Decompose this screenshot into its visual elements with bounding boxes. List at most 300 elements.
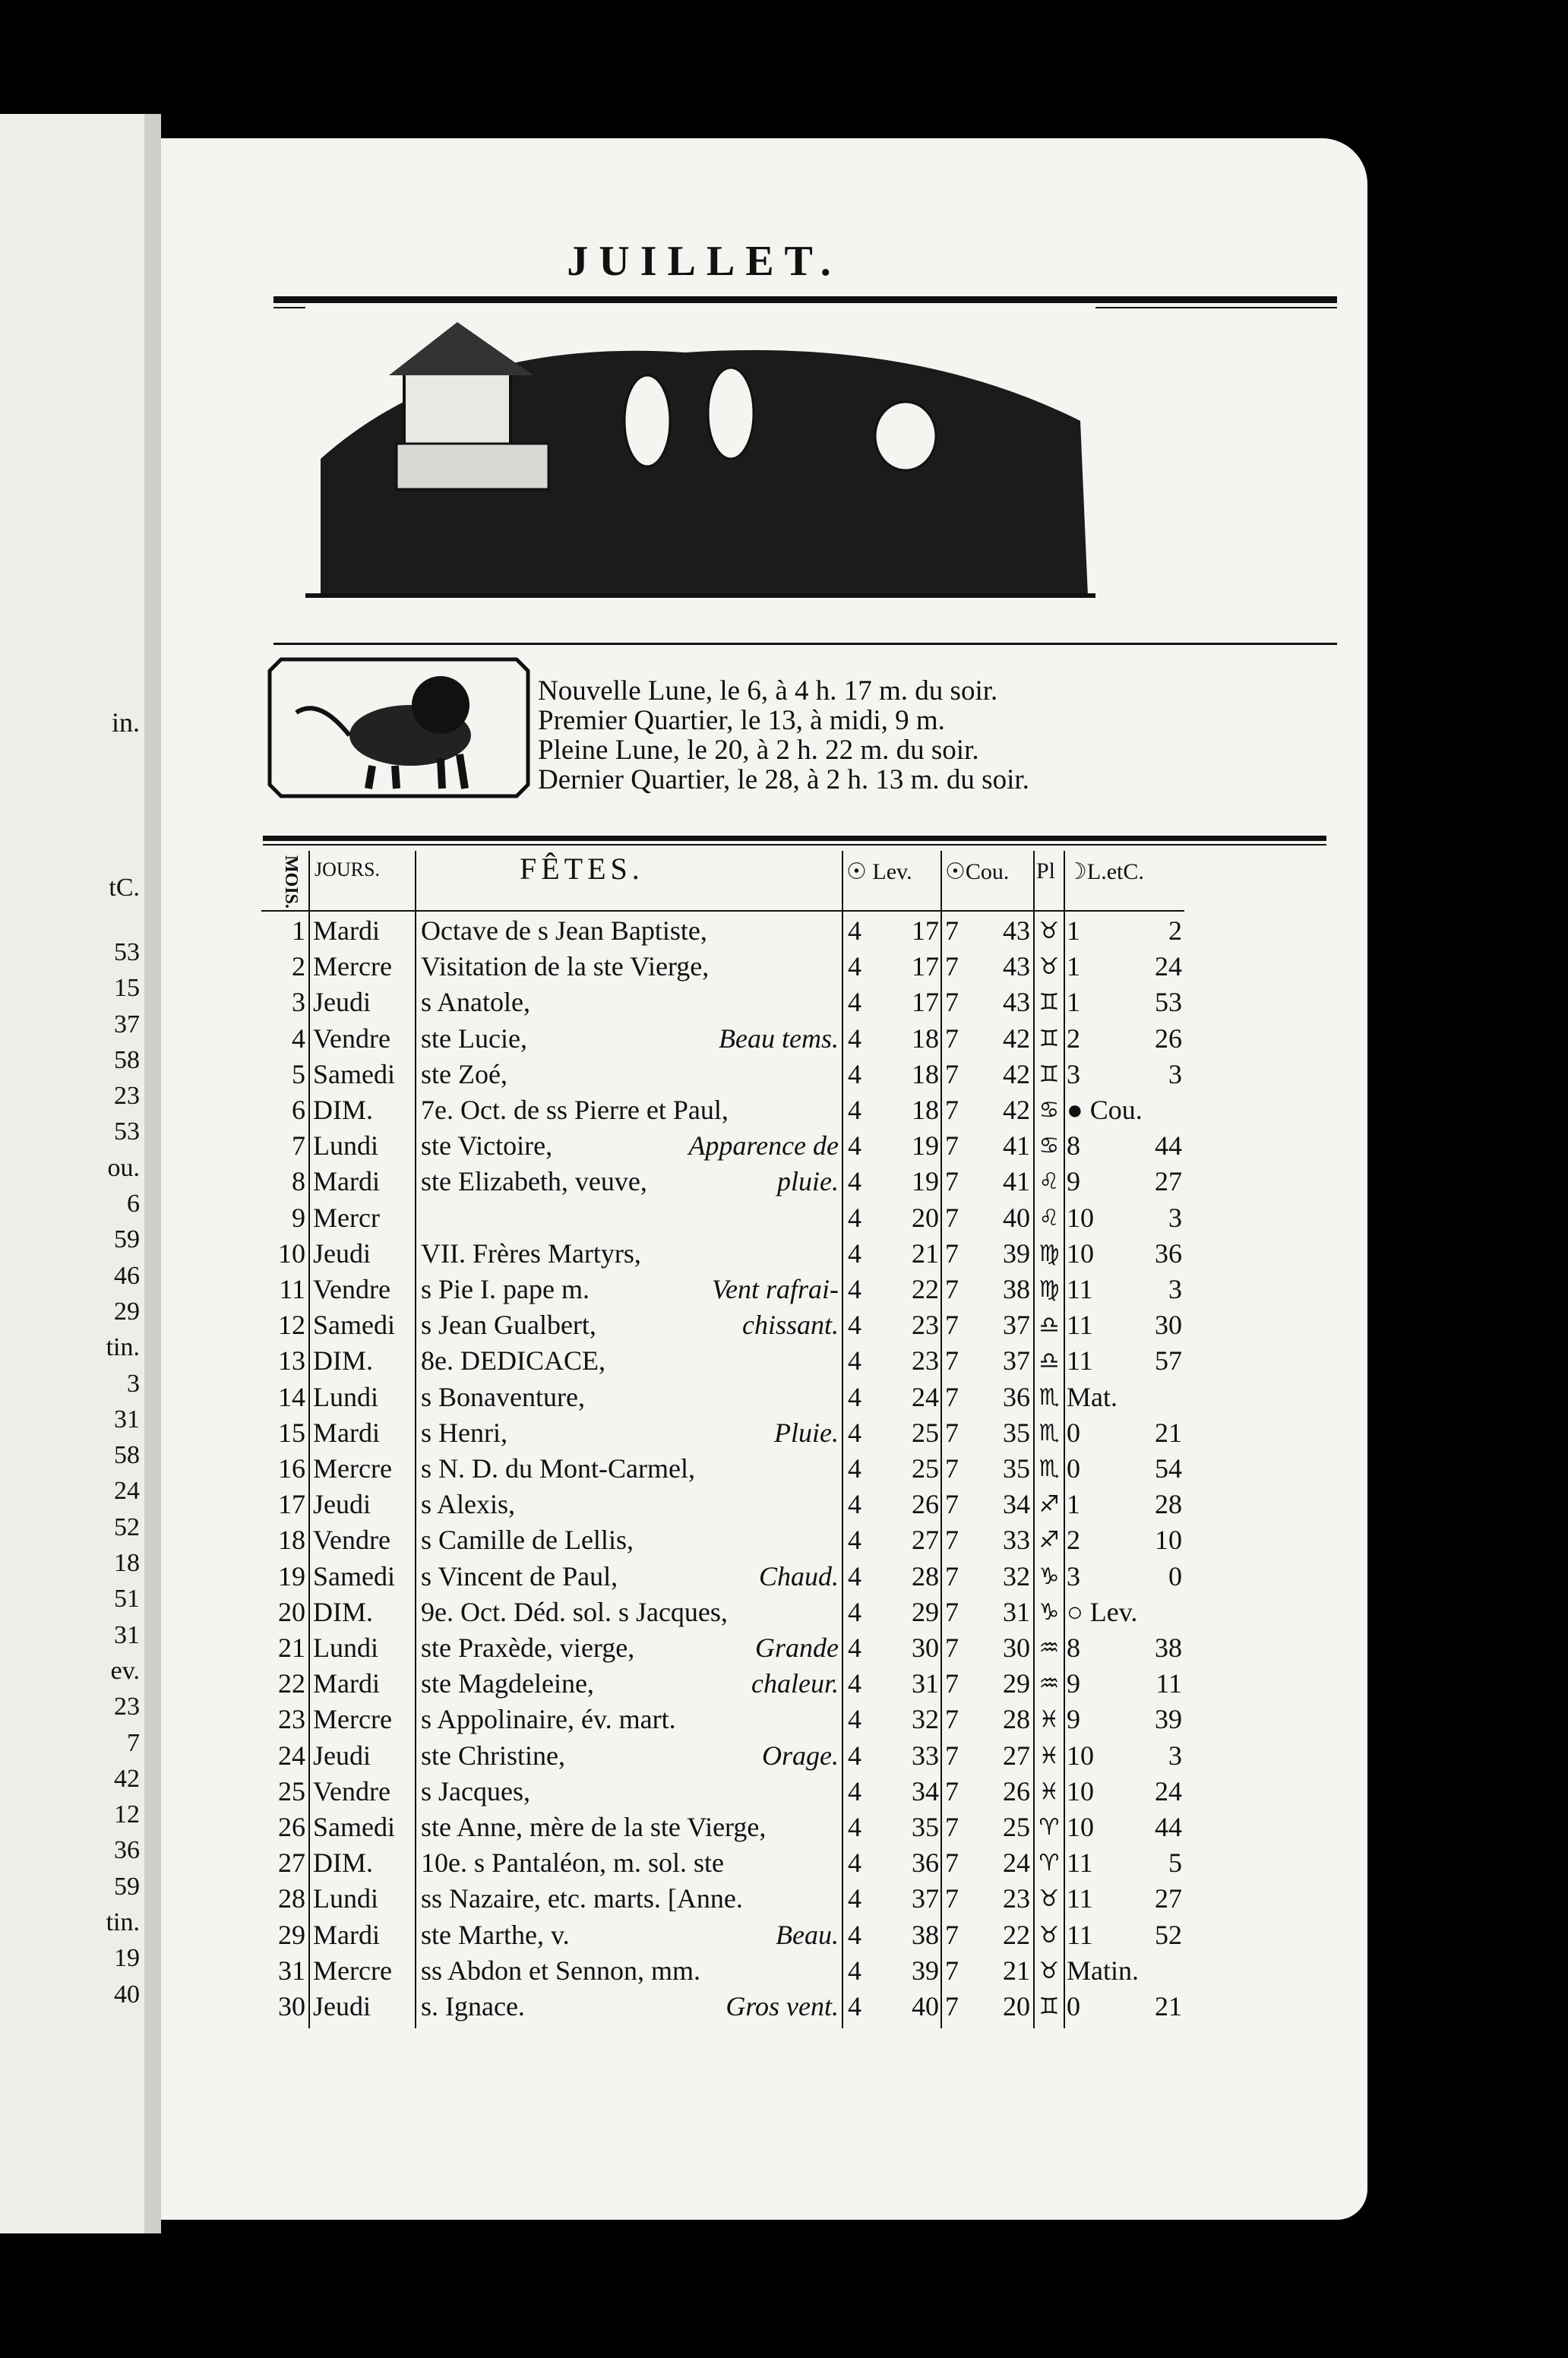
cell-ch: 7 [945,987,959,1018]
left-page-value: 7 [127,1728,140,1757]
cell-lm: 29 [912,1596,939,1627]
cell-n: 1 [292,915,305,946]
cell-lh: 4 [848,1381,861,1412]
cell-l1: 10 [1067,1237,1094,1269]
cell-ch: 7 [945,1237,959,1269]
cell-w: Apparence de [688,1130,839,1162]
table-row [261,1057,1184,1092]
cell-l1: 1 [1067,1489,1080,1520]
cell-lm: 22 [912,1274,939,1304]
cell-lm: 18 [912,1058,939,1089]
cell-day: Lundi [313,1381,378,1412]
cell-n: 19 [278,1560,305,1591]
header-lever: ☉ Lev. [846,859,912,884]
cell-day: Lundi [313,1633,378,1663]
cell-lm: 24 [912,1381,939,1412]
cell-l1: 0 [1067,1453,1080,1484]
cell-l1: 10 [1067,1775,1094,1806]
cell-lh: 4 [848,1058,861,1089]
table-row [261,1415,1184,1451]
cell-ch: 7 [945,1991,959,2021]
left-page-value: 24 [114,1477,140,1506]
table-row [261,1774,1184,1810]
left-page-value: 53 [114,1117,140,1146]
header-fetes: FÊTES. [520,852,644,886]
cell-ch: 7 [945,1202,959,1233]
cell-lm: 28 [912,1560,939,1591]
cell-lm: 19 [912,1166,939,1197]
cell-l1: 9 [1067,1166,1080,1197]
left-page-value: 53 [114,938,140,966]
cell-l2: 38 [1155,1633,1182,1663]
left-page-value: 51 [114,1585,140,1614]
cell-pl: ♑ [1038,1598,1060,1626]
cell-day: DIM. [313,1848,373,1879]
header-jours: JOURS. [315,858,380,880]
cell-lh: 4 [848,951,861,982]
cell-l2: 44 [1155,1812,1182,1842]
cell-l1: 11 [1067,1345,1093,1377]
cell-pl: ♊ [1038,1993,1060,2020]
left-page-values [106,934,140,2012]
cell-fete: ste Elizabeth, veuve, [421,1166,647,1197]
cell-ch: 7 [945,915,959,946]
cell-fete: s Anatole, [421,987,530,1018]
cell-fete: s Vincent de Paul, [421,1560,618,1591]
cell-ch: 7 [945,1166,959,1197]
cell-day: DIM. [313,1345,373,1377]
cell-cm: 37 [1003,1345,1030,1377]
cell-l2: 10 [1155,1525,1182,1556]
table-row [261,1200,1184,1236]
cell-l2: 54 [1155,1453,1182,1484]
cell-day: Samedi [313,1560,395,1591]
cell-lh: 4 [848,1560,861,1591]
cell-l1: 0 [1067,1417,1080,1448]
cell-lm: 40 [912,1991,939,2021]
cell-fete: s Appolinaire, év. mart. [421,1704,676,1735]
cell-day: Samedi [313,1310,395,1341]
cell-ch: 7 [945,1525,959,1556]
cell-l1: 10 [1067,1740,1094,1771]
left-page-value: ev. [110,1656,140,1685]
cell-cm: 43 [1003,987,1030,1018]
cell-day: Jeudi [313,1489,371,1520]
cell-day: Mercre [313,1955,392,1986]
cell-w: Beau tems. [719,1023,839,1054]
cell-lh: 4 [848,1848,861,1879]
cell-n: 13 [278,1345,305,1377]
table-row [261,1487,1184,1522]
cell-ch: 7 [945,1668,959,1699]
cell-lh: 4 [848,1274,861,1304]
cell-cm: 20 [1003,1991,1030,2021]
cell-l1: 2 [1067,1525,1080,1556]
cell-cm: 25 [1003,1812,1030,1842]
cell-ch: 7 [945,951,959,982]
cell-lm: 27 [912,1525,939,1556]
cell-ch: 7 [945,1058,959,1089]
cell-fete: 7e. Oct. de ss Pierre et Paul, [421,1095,729,1125]
cell-cm: 21 [1003,1955,1030,1986]
cell-lh: 4 [848,1023,861,1054]
moon-phase-full: Pleine Lune, le 20, à 2 h. 22 m. du soir. [538,735,979,766]
cell-cm: 38 [1003,1274,1030,1304]
cell-cm: 40 [1003,1202,1030,1233]
cell-n: 15 [278,1417,305,1448]
cell-l2: 57 [1155,1345,1182,1377]
cell-ch: 7 [945,1955,959,1986]
cell-lh: 4 [848,1525,861,1556]
cell-lh: 4 [848,1202,861,1233]
table-row [261,1021,1184,1057]
table-row [261,1092,1184,1128]
cell-lh: 4 [848,1775,861,1806]
cell-pl: ♓ [1038,1778,1060,1805]
cell-fete: s. Ignace. [421,1991,525,2021]
cell-lm: 35 [912,1812,939,1842]
cell-n: 5 [292,1058,305,1089]
cell-cm: 41 [1003,1166,1030,1197]
table-row [261,985,1184,1020]
table-row [261,1595,1184,1630]
cell-ch: 7 [945,1812,959,1842]
cell-n: 16 [278,1453,305,1484]
cell-lm: 33 [912,1740,939,1771]
left-page-value: 59 [114,1872,140,1901]
cell-ch: 7 [945,1310,959,1341]
left-fragment-text-1: in. [111,707,140,738]
cell-cm: 32 [1003,1560,1030,1591]
cell-day: Vendre [313,1775,390,1806]
cell-n: 22 [278,1668,305,1699]
table-row [261,1343,1184,1379]
moon-phases [538,676,1029,795]
cell-lh: 4 [848,1812,861,1842]
cell-cm: 42 [1003,1058,1030,1089]
cell-n: 8 [292,1166,305,1197]
left-page-value: 15 [114,974,140,1003]
cell-lm: 25 [912,1417,939,1448]
cell-fete: 10e. s Pantaléon, m. sol. ste [421,1848,724,1879]
cell-fete: s N. D. du Mont-Carmel, [421,1453,695,1484]
cell-fete: ss Nazaire, etc. marts. [Anne. [421,1883,743,1914]
table-row [261,1881,1184,1917]
cell-ch: 7 [945,1023,959,1054]
page-title: JUILLET. [567,238,842,285]
cell-day: Mercr [313,1202,380,1233]
cell-ch: 7 [945,1596,959,1627]
table-row [261,1272,1184,1307]
left-page-value: 3 [127,1369,140,1398]
title-rule [273,296,1337,303]
left-page-value: 52 [114,1512,140,1541]
cell-pl: ♓ [1038,1742,1060,1769]
cell-day: Jeudi [313,1237,371,1269]
left-page-value: 19 [114,1944,140,1973]
cell-ch: 7 [945,1417,959,1448]
cell-pl: ♈ [1038,1850,1060,1877]
cell-day: Vendre [313,1525,390,1556]
cell-fete: ste Praxède, vierge, [421,1633,635,1663]
table-row [261,1666,1184,1702]
cell-l1: 9 [1067,1704,1080,1735]
left-page-value: 40 [114,1980,140,2009]
table-row [261,1845,1184,1881]
table-top-rule-thin [263,844,1326,846]
cell-pl: ♉ [1038,953,1060,981]
table-row [261,1917,1184,1953]
cell-pl: ♍ [1038,1240,1060,1267]
cell-day: Samedi [313,1812,395,1842]
left-page-value: 6 [127,1190,140,1219]
cell-w: Pluie. [774,1417,839,1448]
cell-l1: 10 [1067,1202,1094,1233]
cell-lh: 4 [848,1955,861,1986]
cell-pl: ♌ [1038,1168,1060,1196]
left-page-value: 31 [114,1405,140,1433]
cell-cm: 31 [1003,1596,1030,1627]
cell-n: 23 [278,1704,305,1735]
cell-ch: 7 [945,1130,959,1162]
cell-day: DIM. [313,1596,373,1627]
cell-l2: 3 [1168,1274,1182,1304]
cell-l1: 8 [1067,1130,1080,1162]
cell-ch: 7 [945,1919,959,1950]
cell-lh: 4 [848,1237,861,1269]
cell-pl: ♏ [1038,1383,1060,1411]
left-page-value: 58 [114,1441,140,1470]
cell-cm: 28 [1003,1704,1030,1735]
book-gutter [144,114,161,2233]
table-row [261,1953,1184,1989]
cell-n: 25 [278,1775,305,1806]
cell-cm: 29 [1003,1668,1030,1699]
left-page-value: 23 [114,1693,140,1721]
cell-fete: Octave de s Jean Baptiste, [421,915,707,946]
cell-ch: 7 [945,1560,959,1591]
cell-l1: 11 [1067,1919,1093,1950]
cell-lh: 4 [848,1130,861,1162]
cell-lm: 19 [912,1130,939,1162]
cell-pl: ♐ [1038,1527,1060,1554]
cell-l1: 1 [1067,951,1080,982]
cell-l1: 1 [1067,987,1080,1018]
cell-l2: 3 [1168,1058,1182,1089]
cell-fete: 9e. Oct. Déd. sol. s Jacques, [421,1596,728,1627]
table-row [261,1738,1184,1774]
cell-pl: ♉ [1038,1921,1060,1949]
leo-zodiac-image [266,652,532,804]
cell-day: Jeudi [313,1740,371,1771]
cell-ch: 7 [945,1489,959,1520]
cell-ch: 7 [945,1848,959,1879]
cell-pl: ♎ [1038,1348,1060,1375]
cell-l2: 3 [1168,1202,1182,1233]
cell-fete: ss Abdon et Sennon, mm. [421,1955,701,1986]
cell-lh: 4 [848,1991,861,2021]
table-row [261,949,1184,985]
cell-l1: 0 [1067,1991,1080,2021]
cell-w: chaleur. [751,1668,839,1699]
cell-n: 30 [278,1991,305,2021]
table-row [261,1451,1184,1487]
cell-cm: 41 [1003,1130,1030,1162]
cell-day: Mardi [313,1417,380,1448]
cell-pl: ♌ [1038,1204,1060,1231]
cell-l1: ○ Lev. [1067,1596,1138,1627]
cell-cm: 33 [1003,1525,1030,1556]
cell-day: Samedi [313,1058,395,1089]
cell-l2: 3 [1168,1740,1182,1771]
cell-l1: 11 [1067,1883,1093,1914]
cell-l1: ● Cou. [1067,1095,1143,1125]
cell-fete: VII. Frères Martyrs, [421,1237,641,1269]
cell-pl: ♏ [1038,1419,1060,1446]
table-row [261,1164,1184,1200]
cell-l2: 21 [1155,1991,1182,2021]
cell-l1: 9 [1067,1668,1080,1699]
cell-n: 2 [292,951,305,982]
cell-n: 7 [292,1130,305,1162]
cell-w: Orage. [762,1740,839,1771]
cell-l2: 44 [1155,1130,1182,1162]
table-row [261,1522,1184,1558]
cell-lh: 4 [848,1453,861,1484]
cell-pl: ♋ [1038,1133,1060,1160]
cell-day: Mardi [313,1668,380,1699]
moon-phase-last-quarter: Dernier Quartier, le 28, à 2 h. 13 m. du soir. [538,764,1029,795]
cell-day: Mardi [313,915,380,946]
cell-w: chissant. [741,1310,839,1341]
cell-cm: 34 [1003,1489,1030,1520]
cell-day: Jeudi [313,1991,371,2021]
moon-phase-first-quarter: Premier Quartier, le 13, à midi, 9 m. [538,705,945,736]
cell-lm: 18 [912,1023,939,1054]
left-page-value: 18 [114,1549,140,1578]
cell-pl: ♋ [1038,1097,1060,1124]
left-page-value: 42 [114,1764,140,1793]
cell-n: 11 [279,1274,305,1304]
cell-lh: 4 [848,1668,861,1699]
cell-pl: ♒ [1038,1635,1060,1661]
left-page-value: 59 [114,1225,140,1254]
cell-ch: 7 [945,1883,959,1914]
cell-lm: 18 [912,1095,939,1125]
cell-lm: 39 [912,1955,939,1986]
cell-cm: 43 [1003,951,1030,982]
cell-n: 12 [278,1310,305,1341]
cell-l2: 53 [1155,987,1182,1018]
table-row [261,1236,1184,1272]
table-row [261,913,1184,949]
cell-lm: 34 [912,1775,939,1806]
cell-day: Vendre [313,1023,390,1054]
cell-lm: 32 [912,1704,939,1735]
cell-lm: 20 [912,1202,939,1233]
cell-n: 21 [278,1633,305,1663]
left-page-value: 46 [114,1261,140,1290]
cell-l2: 36 [1155,1237,1182,1269]
cell-day: Mercre [313,1453,392,1484]
cell-fete: 8e. DEDICACE, [421,1345,605,1377]
header-mois: MOIS. [281,855,301,909]
left-page-value: 31 [114,1620,140,1649]
cell-l1: 1 [1067,915,1080,946]
cell-l1: Matin. [1067,1955,1139,1986]
almanac-page [161,138,1367,2220]
cell-day: Mardi [313,1919,380,1950]
cell-cm: 43 [1003,915,1030,946]
cell-day: Mardi [313,1166,380,1197]
cell-l1: 3 [1067,1058,1080,1089]
cell-lh: 4 [848,1095,861,1125]
cell-l2: 39 [1155,1704,1182,1735]
cell-cm: 23 [1003,1883,1030,1914]
cell-pl: ♑ [1038,1563,1060,1590]
cell-l1: Mat. [1067,1381,1118,1412]
cell-n: 20 [278,1596,305,1627]
table-row [261,1128,1184,1164]
cell-l1: 10 [1067,1812,1094,1842]
cell-pl: ♍ [1038,1276,1060,1303]
table-row [261,1630,1184,1666]
cell-l1: 11 [1067,1274,1093,1304]
cell-n: 27 [278,1848,305,1879]
cell-ch: 7 [945,1704,959,1735]
cell-ch: 7 [945,1633,959,1663]
cell-pl: ♒ [1038,1671,1060,1698]
left-page-value: 36 [114,1836,140,1865]
cell-n: 24 [278,1740,305,1771]
cell-l2: 24 [1155,951,1182,982]
cell-cm: 39 [1003,1237,1030,1269]
left-page-value: 58 [114,1045,140,1074]
cell-n: 26 [278,1812,305,1842]
cell-lm: 37 [912,1883,939,1914]
cell-lh: 4 [848,1345,861,1377]
cell-lh: 4 [848,1740,861,1771]
cell-l2: 27 [1155,1166,1182,1197]
left-page-value: 12 [114,1800,140,1829]
header-lune: ☽L.etC. [1067,859,1144,884]
cell-cm: 24 [1003,1848,1030,1879]
cell-lm: 17 [912,987,939,1018]
cell-cm: 35 [1003,1453,1030,1484]
cell-day: Lundi [313,1883,378,1914]
cell-fete: ste Marthe, v. [421,1919,570,1950]
cell-lh: 4 [848,1633,861,1663]
cell-n: 18 [278,1525,305,1556]
cell-fete: ste Lucie, [421,1023,527,1054]
cell-lh: 4 [848,1489,861,1520]
cell-lh: 4 [848,1704,861,1735]
cell-day: DIM. [313,1095,373,1125]
cell-pl: ♊ [1038,989,1060,1016]
cell-lm: 17 [912,951,939,982]
cell-w: Beau. [776,1919,839,1950]
cell-n: 14 [278,1381,305,1412]
cell-n: 31 [278,1955,305,1986]
cell-ch: 7 [945,1274,959,1304]
table-row [261,1559,1184,1595]
cell-day: Mercre [313,951,392,982]
cell-n: 17 [278,1489,305,1520]
cell-lm: 23 [912,1345,939,1377]
header-planet: Pl [1036,858,1056,883]
table-top-rule [263,836,1326,841]
cell-pl: ♉ [1038,1885,1060,1913]
